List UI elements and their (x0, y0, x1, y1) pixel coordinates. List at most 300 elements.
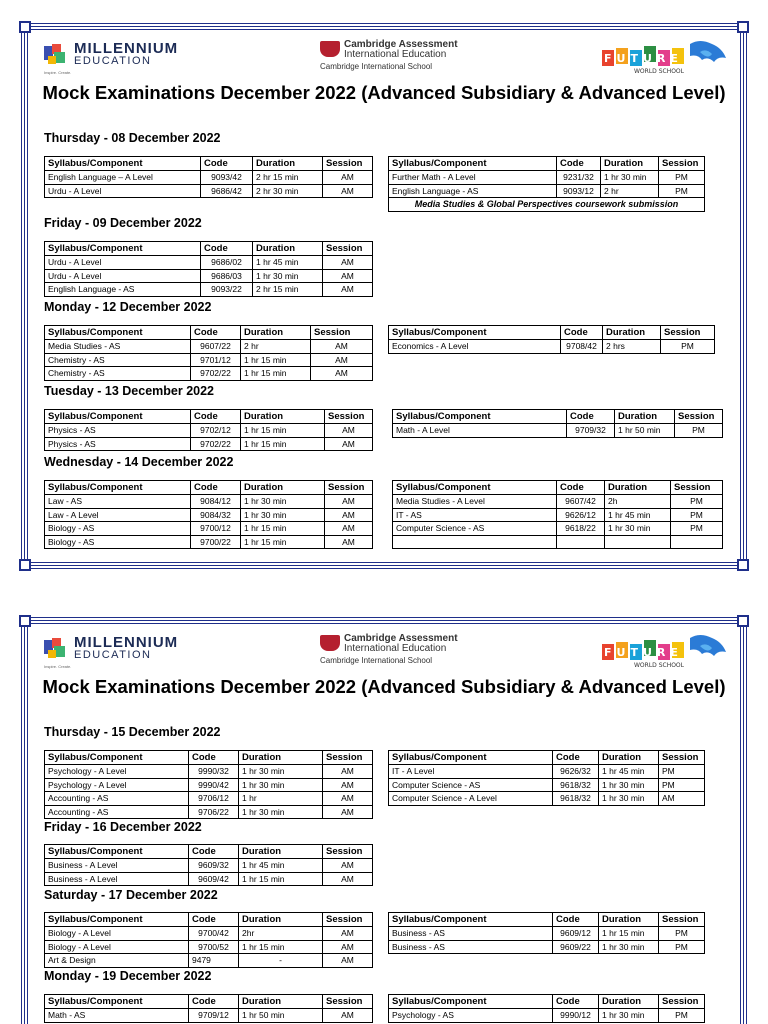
table-header-row (45, 751, 373, 765)
cell-syllabus: Psychology - AS (389, 1009, 553, 1023)
cell-session: AM (323, 805, 373, 819)
page-title: Mock Examinations December 2022 (Advanced Subsidiary & Advanced Level) (42, 676, 726, 697)
millennium-logo (44, 40, 179, 75)
table-header-row (45, 157, 373, 171)
col-header: Duration (241, 410, 325, 424)
col-header: Syllabus/Component (45, 242, 201, 256)
cell-code: 9990/42 (189, 778, 239, 792)
cell-duration: 1 hr 15 min (241, 367, 311, 381)
col-header: Duration (253, 157, 323, 171)
cell-duration: 1 hr 30 min (239, 765, 323, 779)
table-row (45, 283, 373, 297)
cell-duration: 1 hr (239, 792, 323, 806)
day-heading: Wednesday - 14 December 2022 (44, 455, 234, 469)
cell-session: AM (323, 765, 373, 779)
cambridge-line3: Cambridge International School (320, 656, 433, 665)
col-header: Code (553, 913, 599, 927)
cell-duration: 1 hr 30 min (239, 805, 323, 819)
col-header: Session (323, 751, 373, 765)
cell-session: AM (323, 954, 373, 968)
col-header: Code (567, 410, 615, 424)
cell-session: AM (323, 184, 373, 198)
cell-code: 9609/22 (553, 940, 599, 954)
col-header: Code (189, 995, 239, 1009)
cell-code: 9084/32 (191, 508, 241, 522)
col-header: Session (671, 481, 723, 495)
logo-header (40, 38, 728, 78)
schedule-table (44, 409, 373, 451)
col-header: Syllabus/Component (389, 157, 557, 171)
cell-syllabus: Psychology - A Level (45, 778, 189, 792)
table-header-row (45, 481, 373, 495)
millennium-mark-icon (44, 638, 68, 660)
col-header: Syllabus/Component (45, 845, 189, 859)
cell-duration: 1 hr 45 min (239, 859, 323, 873)
cell-code: 9706/22 (189, 805, 239, 819)
cell-code: 9702/22 (191, 437, 241, 451)
frame-corner (737, 615, 749, 627)
frame-corner (737, 559, 749, 571)
cell-session (671, 535, 723, 549)
table-row (389, 765, 705, 779)
col-header: Session (323, 913, 373, 927)
cell-code: 9084/12 (191, 495, 241, 509)
col-header: Session (659, 157, 705, 171)
col-header: Syllabus/Component (45, 410, 191, 424)
cell-code: 9990/32 (189, 765, 239, 779)
table-row (389, 198, 705, 212)
cell-session: PM (675, 424, 723, 438)
frame-corner (737, 21, 749, 33)
cell-code: 9609/42 (189, 872, 239, 886)
table-row (45, 940, 373, 954)
cell-syllabus: English Language - AS (45, 283, 201, 297)
day-heading: Friday - 16 December 2022 (44, 820, 202, 834)
cell-duration: 2 hr (241, 340, 311, 354)
cell-code: 9709/12 (189, 1009, 239, 1023)
table-row (389, 171, 705, 185)
col-header: Duration (253, 242, 323, 256)
table-header-row (393, 481, 723, 495)
col-header: Session (325, 410, 373, 424)
cell-session: AM (323, 283, 373, 297)
cell-syllabus: Media Studies - AS (45, 340, 191, 354)
table-header-row (45, 995, 373, 1009)
cell-syllabus: Urdu - A Level (45, 184, 201, 198)
cell-duration: 1 hr 45 min (253, 256, 323, 270)
col-header: Code (191, 326, 241, 340)
cell-duration: 1 hr 15 min (241, 437, 325, 451)
cell-duration: 1 hr 30 min (601, 171, 659, 185)
table-row (45, 437, 373, 451)
millennium-logo (44, 634, 179, 669)
cell-syllabus: Chemistry - AS (45, 367, 191, 381)
cell-duration: 1 hr 15 min (239, 940, 323, 954)
table-row (389, 340, 715, 354)
col-header: Syllabus/Component (45, 995, 189, 1009)
cell-code: 9093/42 (201, 171, 253, 185)
cambridge-line2: International Education (344, 49, 447, 60)
col-header: Syllabus/Component (45, 481, 191, 495)
cell-code: 9702/22 (191, 367, 241, 381)
table-row (389, 778, 705, 792)
table-header-row (45, 326, 373, 340)
schedule-table (392, 409, 723, 438)
cell-session: PM (659, 184, 705, 198)
cell-code: 9093/22 (201, 283, 253, 297)
cell-duration: - (239, 954, 323, 968)
col-header: Code (189, 845, 239, 859)
cell-code: 9686/42 (201, 184, 253, 198)
day-heading: Tuesday - 13 December 2022 (44, 384, 215, 398)
cell-syllabus: Math - A Level (393, 424, 567, 438)
col-header: Duration (601, 157, 659, 171)
cell-duration: 1 hr 30 min (599, 940, 659, 954)
col-header: Session (659, 913, 705, 927)
cell-duration: 1 hr 50 min (615, 424, 675, 438)
cell-duration: 1 hr 15 min (241, 353, 311, 367)
cell-duration: 1 hr 45 min (599, 765, 659, 779)
cell-session: AM (311, 340, 373, 354)
table-row (45, 535, 373, 549)
table-row (393, 522, 723, 536)
table-row (45, 859, 373, 873)
cambridge-line3: Cambridge International School (320, 62, 433, 71)
cell-syllabus: Biology - A Level (45, 940, 189, 954)
col-header: Syllabus/Component (393, 410, 567, 424)
col-header: Syllabus/Component (45, 751, 189, 765)
cell-syllabus: Biology - A Level (45, 927, 189, 941)
cell-syllabus: Chemistry - AS (45, 353, 191, 367)
col-header: Code (189, 913, 239, 927)
table-row (45, 256, 373, 270)
cell-session: PM (659, 1009, 705, 1023)
cell-duration: 2 hr 30 min (253, 184, 323, 198)
cell-session: AM (325, 522, 373, 536)
cell-code: 9618/22 (557, 522, 605, 536)
col-header: Code (553, 995, 599, 1009)
table-row (389, 940, 705, 954)
col-header: Session (325, 481, 373, 495)
cell-syllabus: Urdu - A Level (45, 256, 201, 270)
cell-code: 9686/02 (201, 256, 253, 270)
table-header-row (45, 242, 373, 256)
table-row (389, 792, 705, 806)
cell-syllabus: Further Math - A Level (389, 171, 557, 185)
col-header: Code (561, 326, 603, 340)
cell-session: PM (671, 495, 723, 509)
cell-session: AM (325, 437, 373, 451)
cell-session: AM (325, 535, 373, 549)
millennium-line1: MILLENNIUM (74, 40, 179, 57)
cell-session: AM (659, 792, 705, 806)
table-row (45, 872, 373, 886)
col-header: Code (191, 481, 241, 495)
cell-code: 9701/12 (191, 353, 241, 367)
table-header-row (389, 913, 705, 927)
cell-duration: 1 hr 30 min (605, 522, 671, 536)
cell-syllabus: Accounting - AS (45, 805, 189, 819)
cell-code: 9700/52 (189, 940, 239, 954)
cell-session: AM (323, 792, 373, 806)
coursework-note: Media Studies & Global Perspectives coursework submission (389, 198, 705, 212)
table-row (45, 508, 373, 522)
cell-syllabus: Economics - A Level (389, 340, 561, 354)
schedule-table (44, 750, 373, 819)
col-header: Duration (239, 913, 323, 927)
col-header: Duration (241, 326, 311, 340)
cell-duration: 2 hrs (603, 340, 661, 354)
col-header: Duration (239, 845, 323, 859)
cell-duration: 2h (605, 495, 671, 509)
schedule-table (44, 912, 373, 968)
cell-code: 9609/32 (189, 859, 239, 873)
cell-duration: 1 hr 15 min (599, 927, 659, 941)
cell-syllabus: IT - A Level (389, 765, 553, 779)
cell-session: AM (325, 424, 373, 438)
cell-duration: 1 hr 30 min (599, 1009, 659, 1023)
col-header: Code (553, 751, 599, 765)
cell-code: 9479 (189, 954, 239, 968)
schedule-table (44, 156, 373, 198)
cell-code: 9702/12 (191, 424, 241, 438)
cell-duration: 1 hr 15 min (241, 522, 325, 536)
col-header: Duration (239, 751, 323, 765)
table-row (45, 424, 373, 438)
cell-syllabus: Business - AS (389, 940, 553, 954)
table-row (393, 495, 723, 509)
cell-session: PM (659, 765, 705, 779)
col-header: Code (191, 410, 241, 424)
cell-code: 9626/12 (557, 508, 605, 522)
cell-duration: 1 hr 15 min (239, 872, 323, 886)
cell-syllabus: English Language - AS (389, 184, 557, 198)
schedule-table (44, 241, 373, 297)
table-row (45, 954, 373, 968)
cell-code: 9700/42 (189, 927, 239, 941)
cell-duration (605, 535, 671, 549)
cell-duration: 2hr (239, 927, 323, 941)
cell-syllabus: Math - AS (45, 1009, 189, 1023)
schedule-table (392, 480, 723, 549)
frame-corner (19, 615, 31, 627)
table-header-row (393, 410, 723, 424)
table-row (45, 340, 373, 354)
col-header: Session (323, 242, 373, 256)
table-row (389, 1009, 705, 1023)
schedule-page-2 (24, 620, 744, 1024)
table-row (45, 171, 373, 185)
cell-session: PM (659, 940, 705, 954)
cell-syllabus: Media Studies - A Level (393, 495, 557, 509)
cell-syllabus (393, 535, 557, 549)
col-header: Syllabus/Component (389, 995, 553, 1009)
col-header: Duration (599, 751, 659, 765)
cell-duration: 1 hr 30 min (239, 778, 323, 792)
table-row (45, 269, 373, 283)
cell-syllabus: Computer Science - A Level (389, 792, 553, 806)
col-header: Code (189, 751, 239, 765)
col-header: Duration (239, 995, 323, 1009)
cell-duration: 1 hr 30 min (599, 792, 659, 806)
table-row (45, 805, 373, 819)
cell-duration: 1 hr 30 min (241, 495, 325, 509)
millennium-line1: MILLENNIUM (74, 634, 179, 651)
col-header: Code (557, 157, 601, 171)
cell-syllabus: Computer Science - AS (389, 778, 553, 792)
col-header: Duration (615, 410, 675, 424)
col-header: Session (323, 157, 373, 171)
cell-session: AM (323, 778, 373, 792)
cell-session: AM (323, 872, 373, 886)
cell-duration: 1 hr 15 min (241, 535, 325, 549)
cell-syllabus: Biology - AS (45, 535, 191, 549)
table-header-row (389, 326, 715, 340)
col-header: Session (661, 326, 715, 340)
col-header: Session (675, 410, 723, 424)
cell-code: 9708/42 (561, 340, 603, 354)
table-row (393, 535, 723, 549)
schedule-table (44, 994, 373, 1023)
page-title: Mock Examinations December 2022 (Advanced Subsidiary & Advanced Level) (42, 82, 726, 103)
cell-session: AM (311, 367, 373, 381)
cell-session: PM (671, 522, 723, 536)
millennium-line2: EDUCATION (74, 55, 152, 67)
cell-syllabus: Business - A Level (45, 872, 189, 886)
cell-code: 9686/03 (201, 269, 253, 283)
millennium-mark-icon (44, 44, 68, 66)
cell-code: 9607/42 (557, 495, 605, 509)
cambridge-logo (320, 40, 458, 71)
day-heading: Monday - 19 December 2022 (44, 969, 212, 983)
cell-session: AM (323, 859, 373, 873)
col-header: Session (659, 751, 705, 765)
cell-duration: 1 hr 30 min (599, 778, 659, 792)
cell-code: 9093/12 (557, 184, 601, 198)
col-header: Duration (599, 995, 659, 1009)
table-row (45, 792, 373, 806)
cell-duration: 1 hr 30 min (253, 269, 323, 283)
cambridge-line2: International Education (344, 643, 447, 654)
cell-duration: 2 hr 15 min (253, 283, 323, 297)
future-logo-text: FUTURE (604, 646, 683, 659)
cell-duration: 1 hr 15 min (241, 424, 325, 438)
cell-syllabus: Urdu - A Level (45, 269, 201, 283)
col-header: Session (323, 995, 373, 1009)
cell-syllabus: Law - AS (45, 495, 191, 509)
schedule-table (388, 994, 705, 1023)
cambridge-line1: Cambridge Assessment (344, 633, 458, 644)
table-row (389, 927, 705, 941)
table-row (45, 522, 373, 536)
cell-syllabus: Physics - AS (45, 437, 191, 451)
col-header: Code (201, 157, 253, 171)
table-row (45, 778, 373, 792)
cell-session: AM (311, 353, 373, 367)
cell-code: 9231/32 (557, 171, 601, 185)
table-header-row (45, 845, 373, 859)
cell-syllabus: Psychology - A Level (45, 765, 189, 779)
cell-syllabus: Law - A Level (45, 508, 191, 522)
logo-header (40, 632, 728, 672)
col-header: Duration (599, 913, 659, 927)
col-header: Syllabus/Component (45, 913, 189, 927)
schedule-table (44, 325, 373, 381)
table-header-row (389, 157, 705, 171)
schedule-table (44, 480, 373, 549)
cell-syllabus: IT - AS (393, 508, 557, 522)
table-row (389, 184, 705, 198)
frame-corner (19, 21, 31, 33)
col-header: Code (201, 242, 253, 256)
cell-code: 9618/32 (553, 778, 599, 792)
cell-session: AM (323, 269, 373, 283)
future-school-logo (602, 632, 728, 668)
col-header: Syllabus/Component (393, 481, 557, 495)
col-header: Syllabus/Component (389, 326, 561, 340)
col-header: Duration (241, 481, 325, 495)
cell-session: PM (659, 171, 705, 185)
table-header-row (389, 995, 705, 1009)
cell-session: AM (323, 927, 373, 941)
cell-code (557, 535, 605, 549)
cell-duration: 1 hr 30 min (241, 508, 325, 522)
cell-session: AM (323, 940, 373, 954)
col-header: Syllabus/Component (389, 913, 553, 927)
col-header: Syllabus/Component (45, 157, 201, 171)
table-header-row (389, 751, 705, 765)
col-header: Syllabus/Component (45, 326, 191, 340)
col-header: Code (557, 481, 605, 495)
table-row (393, 508, 723, 522)
col-header: Duration (605, 481, 671, 495)
cell-code: 9609/12 (553, 927, 599, 941)
col-header: Session (311, 326, 373, 340)
cell-code: 9626/32 (553, 765, 599, 779)
cell-session: PM (659, 778, 705, 792)
col-header: Duration (603, 326, 661, 340)
cell-code: 9618/32 (553, 792, 599, 806)
cell-syllabus: Biology - AS (45, 522, 191, 536)
frame-corner (19, 559, 31, 571)
cell-session: AM (323, 171, 373, 185)
table-row (45, 1009, 373, 1023)
table-row (45, 367, 373, 381)
table-row (45, 927, 373, 941)
cell-syllabus: English Language – A Level (45, 171, 201, 185)
table-header-row (45, 410, 373, 424)
cell-duration: 1 hr 50 min (239, 1009, 323, 1023)
cell-syllabus: Business - AS (389, 927, 553, 941)
cell-syllabus: Business - A Level (45, 859, 189, 873)
table-header-row (45, 913, 373, 927)
table-row (45, 353, 373, 367)
cell-code: 9990/12 (553, 1009, 599, 1023)
day-heading: Monday - 12 December 2022 (44, 300, 212, 314)
cell-code: 9700/22 (191, 535, 241, 549)
cell-code: 9700/12 (191, 522, 241, 536)
cell-session: AM (325, 508, 373, 522)
future-logo-sub: WORLD SCHOOL (634, 662, 684, 668)
cell-session: PM (659, 927, 705, 941)
cell-session: AM (323, 1009, 373, 1023)
future-school-logo (602, 38, 728, 74)
cell-code: 9607/22 (191, 340, 241, 354)
table-row (45, 765, 373, 779)
future-logo-sub: WORLD SCHOOL (634, 68, 684, 74)
cell-duration: 2 hr 15 min (253, 171, 323, 185)
cell-code: 9709/32 (567, 424, 615, 438)
